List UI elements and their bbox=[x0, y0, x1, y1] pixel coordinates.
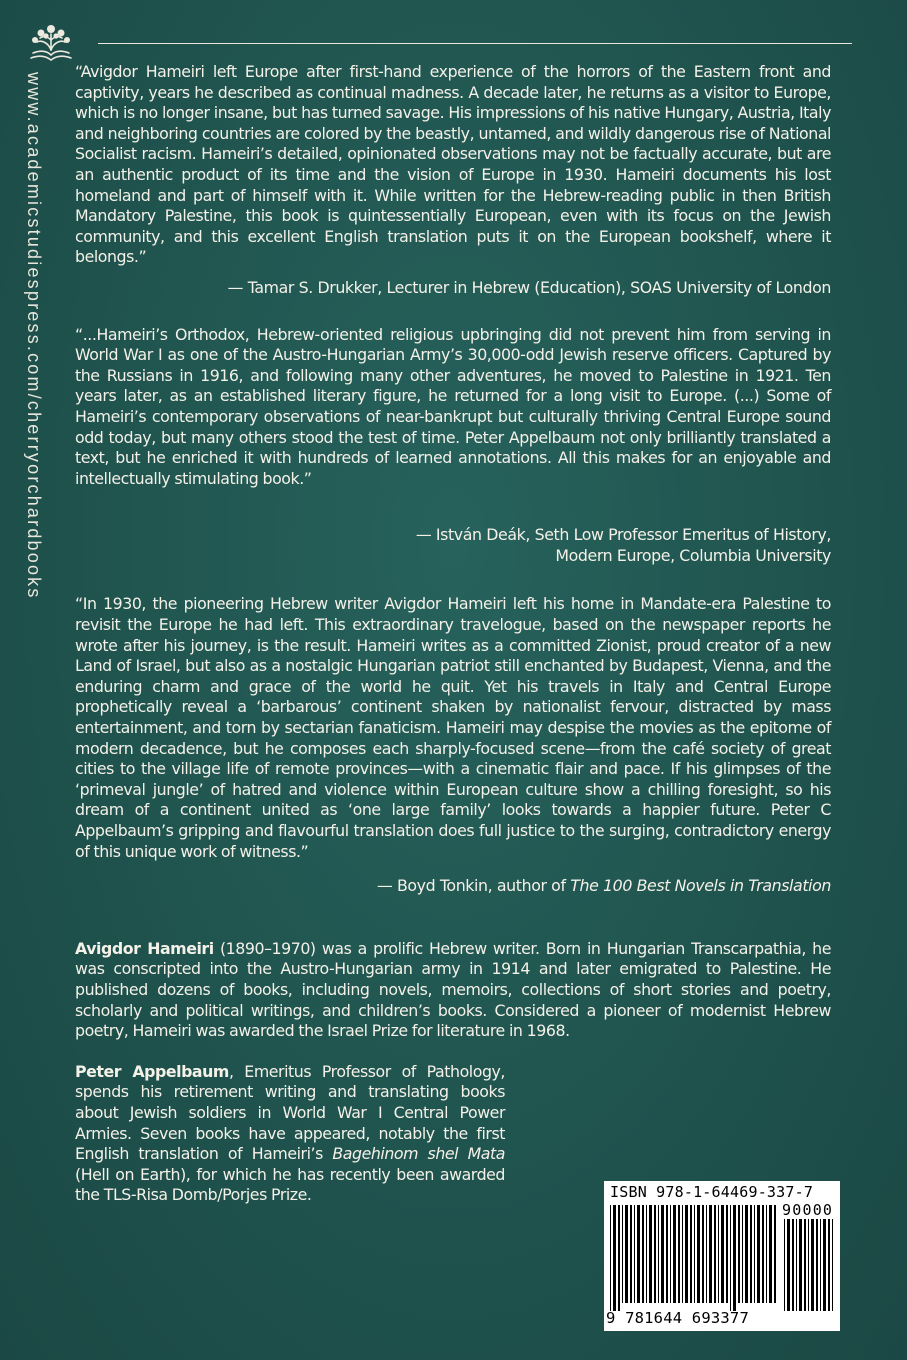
barcode-bar bbox=[685, 1205, 688, 1303]
barcode-bar bbox=[787, 1219, 790, 1311]
barcode-bar bbox=[694, 1205, 695, 1303]
barcode-bar bbox=[796, 1219, 797, 1311]
barcode-bar bbox=[730, 1205, 731, 1311]
barcode-bar bbox=[673, 1205, 676, 1303]
barcode-bar bbox=[754, 1205, 755, 1303]
author-bio bbox=[75, 939, 831, 1042]
barcode-bar bbox=[769, 1205, 772, 1303]
barcode-bar bbox=[642, 1205, 644, 1303]
barcode-bar bbox=[690, 1205, 692, 1303]
barcode-bar bbox=[774, 1205, 776, 1303]
barcode-bar bbox=[646, 1205, 647, 1303]
translator-name: Peter Appelbaum bbox=[75, 1061, 229, 1081]
barcode-bar bbox=[670, 1205, 671, 1303]
translator-bio-text-2: (Hell on Earth), for which he has recently been awarded the TLS-Risa Domb/Porjes Prize. bbox=[75, 1164, 505, 1205]
barcode-bar bbox=[828, 1219, 830, 1311]
translator-bio-text-1: , Emeritus Professor of Pathology, spends his retirement writing and translating books about Jewish soldiers in World War I Central Power Armies. Seven books have appeared, notably the first English translation of Hameiri’s bbox=[75, 1061, 505, 1164]
barcode-bar bbox=[792, 1219, 794, 1311]
barcode-bar bbox=[742, 1205, 743, 1303]
barcode-bar bbox=[766, 1205, 767, 1303]
barcode-bar bbox=[718, 1205, 719, 1303]
isbn-barcode bbox=[604, 1181, 840, 1331]
review-attribution-2-line1: — István Deák, Seth Low Professor Emeritus of History, bbox=[415, 525, 831, 545]
barcode-bar bbox=[721, 1205, 724, 1303]
barcode-addon-digits: 90000 bbox=[782, 1201, 834, 1219]
barcode-bar bbox=[622, 1205, 623, 1303]
barcode-bar bbox=[637, 1205, 640, 1303]
barcode-bar bbox=[661, 1205, 664, 1303]
review-attribution-3 bbox=[75, 876, 831, 897]
barcode-bar bbox=[811, 1219, 814, 1311]
barcode-bar bbox=[702, 1205, 704, 1303]
barcode-bar bbox=[697, 1205, 700, 1303]
barcode-bar bbox=[666, 1205, 668, 1303]
review-attribution-1: — Tamar S. Drukker, Lecturer in Hebrew (Education), SOAS University of London bbox=[227, 277, 831, 297]
barcode-bar bbox=[706, 1205, 707, 1303]
barcode-bar bbox=[823, 1219, 826, 1311]
barcode-bar bbox=[682, 1205, 683, 1303]
barcode-bar bbox=[634, 1205, 635, 1303]
barcode-bar bbox=[816, 1219, 818, 1311]
barcode-bar bbox=[832, 1219, 833, 1311]
review-attribution-2-line2: Modern Europe, Columbia University bbox=[555, 545, 831, 565]
barcode-bar bbox=[630, 1205, 632, 1303]
barcode-bar bbox=[714, 1205, 716, 1303]
review-quote-3: “In 1930, the pioneering Hebrew writer Avigdor Hameiri left his home in Mandate-era Palestine to revisit the Europe he had left. This extraordinary travelogue, based on the newspaper reports he wrote after his journey, is the result. Hameiri writes as a committed Zionist, proud creator of a new Land of Israel, but also as a nostalgic Hungarian patriot still enchanted by Budapest, Vienna, and the enduring charm and grace of the world he quit. Yet his travels in Italy and Central Europe prophetically reveal a ‘barbarous’ continent shaken by nationalist fervour, distracted by mass entertainment, and torn by sectarian fanaticism. Hameiri may despise the movies as the epitome of modern decadence, but he composes each sharply-focused scene—from the café society of great cities to the village life of remote provinces—with a cinematic flair and pace. If his glimpses of the ‘primeval jungle’ of hatred and violence within European culture show a chilling foresight, so his dream of a continent united as ‘one large family’ looks towards a happier future. Peter C Appelbaum’s gripping and flavourful translation does full justice to the surging, contradictory energy of this unique work of witness.” bbox=[75, 594, 831, 861]
barcode-bar bbox=[625, 1205, 628, 1303]
barcode-bars bbox=[608, 1205, 778, 1311]
translator-bio-book-title: Bagehinom shel Mata bbox=[332, 1144, 505, 1164]
review-attribution-3-title: The 100 Best Novels in Translation bbox=[570, 876, 831, 896]
isbn-text: ISBN 978-1-64469-337-7 bbox=[610, 1183, 814, 1201]
review-quote-2: “...Hameiri’s Orthodox, Hebrew-oriented religious upbringing did not prevent him from serving in World War I as one of the Austro-Hungarian Army’s 30,000-odd Jewish reserve officers. Captured by the Russians in 1916, and following many other adventures, he moved to Palestine in 1921. Ten years later, as an established literary figure, he returned for a long visit to Europe. (...) Some of Hameiri’s contemporary observations of near-bankrupt but culturally thriving Central Europe sound odd today, but many others stood the test of time. Peter Appelbaum not only brilliantly translated a text, but he enriched it with hundreds of learned annotations. All this makes for an enjoyable and intellectually stimulating book.” bbox=[75, 324, 831, 488]
barcode-bar bbox=[738, 1205, 740, 1303]
review-quote-1: “Avigdor Hameiri left Europe after first-hand experience of the horrors of the Eastern front and captivity, years he described as continual madness. A decade later, he returns as a visitor to Europe, which is no longer insane, but has turned savage. His impressions of his native Hungary, Austria, Italy and neighboring countries are colored by the beastly, untamed, and wildly dangerous rise of National Socialist racism. Hameiri’s detailed, opinionated observations may not be factually accurate, but are an authentic product of its time and the vision of Europe in 1930. Hameiri documents his lost homeland and part of himself with it. While written for the Hebrew-reading public in then British Mandatory Palestine, this book is quintessentially European, even with its focus on the Jewish community, and this excellent English translation puts it on the European bookshelf, where it belongs.” bbox=[75, 62, 831, 267]
barcode-bar bbox=[808, 1219, 809, 1311]
publisher-logo-icon bbox=[27, 20, 75, 66]
barcode-ean-digits: 9 781644 693377 bbox=[606, 1309, 749, 1327]
barcode-bar bbox=[733, 1205, 736, 1311]
publisher-url: www.academicstudiespress.com/cherryorchardbooks bbox=[24, 72, 44, 600]
barcode-bar bbox=[799, 1219, 802, 1311]
barcode-bar bbox=[804, 1219, 806, 1311]
barcode-bar bbox=[784, 1219, 785, 1311]
barcode-bar bbox=[678, 1205, 680, 1303]
barcode-bar bbox=[745, 1205, 748, 1303]
barcode-addon-bars bbox=[782, 1219, 836, 1311]
translator-bio bbox=[75, 1062, 505, 1206]
author-name: Avigdor Hameiri bbox=[75, 938, 214, 958]
barcode-bar bbox=[618, 1205, 620, 1311]
author-bio-text: (1890–1970) was a prolific Hebrew writer. Born in Hungarian Transcarpathia, he was conscripted into the Austro-Hungarian army in 1914 and later emigrated to Palestine. He published dozens of books, including novels, memoirs, collections of short stories and poetry, scholarly and political writings, and children’s books. Considered a pioneer of modernist Hebrew poetry, Hameiri was awarded the Israel Prize for literature in 1968. bbox=[75, 938, 831, 1041]
barcode-bar bbox=[762, 1205, 764, 1303]
barcode-bar bbox=[820, 1219, 821, 1311]
barcode-bar bbox=[658, 1205, 659, 1303]
barcode-bar bbox=[750, 1205, 752, 1303]
barcode-bar bbox=[649, 1205, 652, 1303]
barcode-bar bbox=[726, 1205, 728, 1303]
barcode-bar bbox=[613, 1205, 616, 1311]
barcode-bar bbox=[757, 1205, 760, 1303]
back-cover-content bbox=[75, 62, 831, 1206]
barcode-bar bbox=[709, 1205, 712, 1303]
barcode-bar bbox=[654, 1205, 656, 1303]
barcode-bar bbox=[610, 1205, 611, 1311]
review-attribution-3-prefix: — Boyd Tonkin, author of bbox=[376, 876, 571, 896]
top-divider bbox=[98, 43, 852, 44]
